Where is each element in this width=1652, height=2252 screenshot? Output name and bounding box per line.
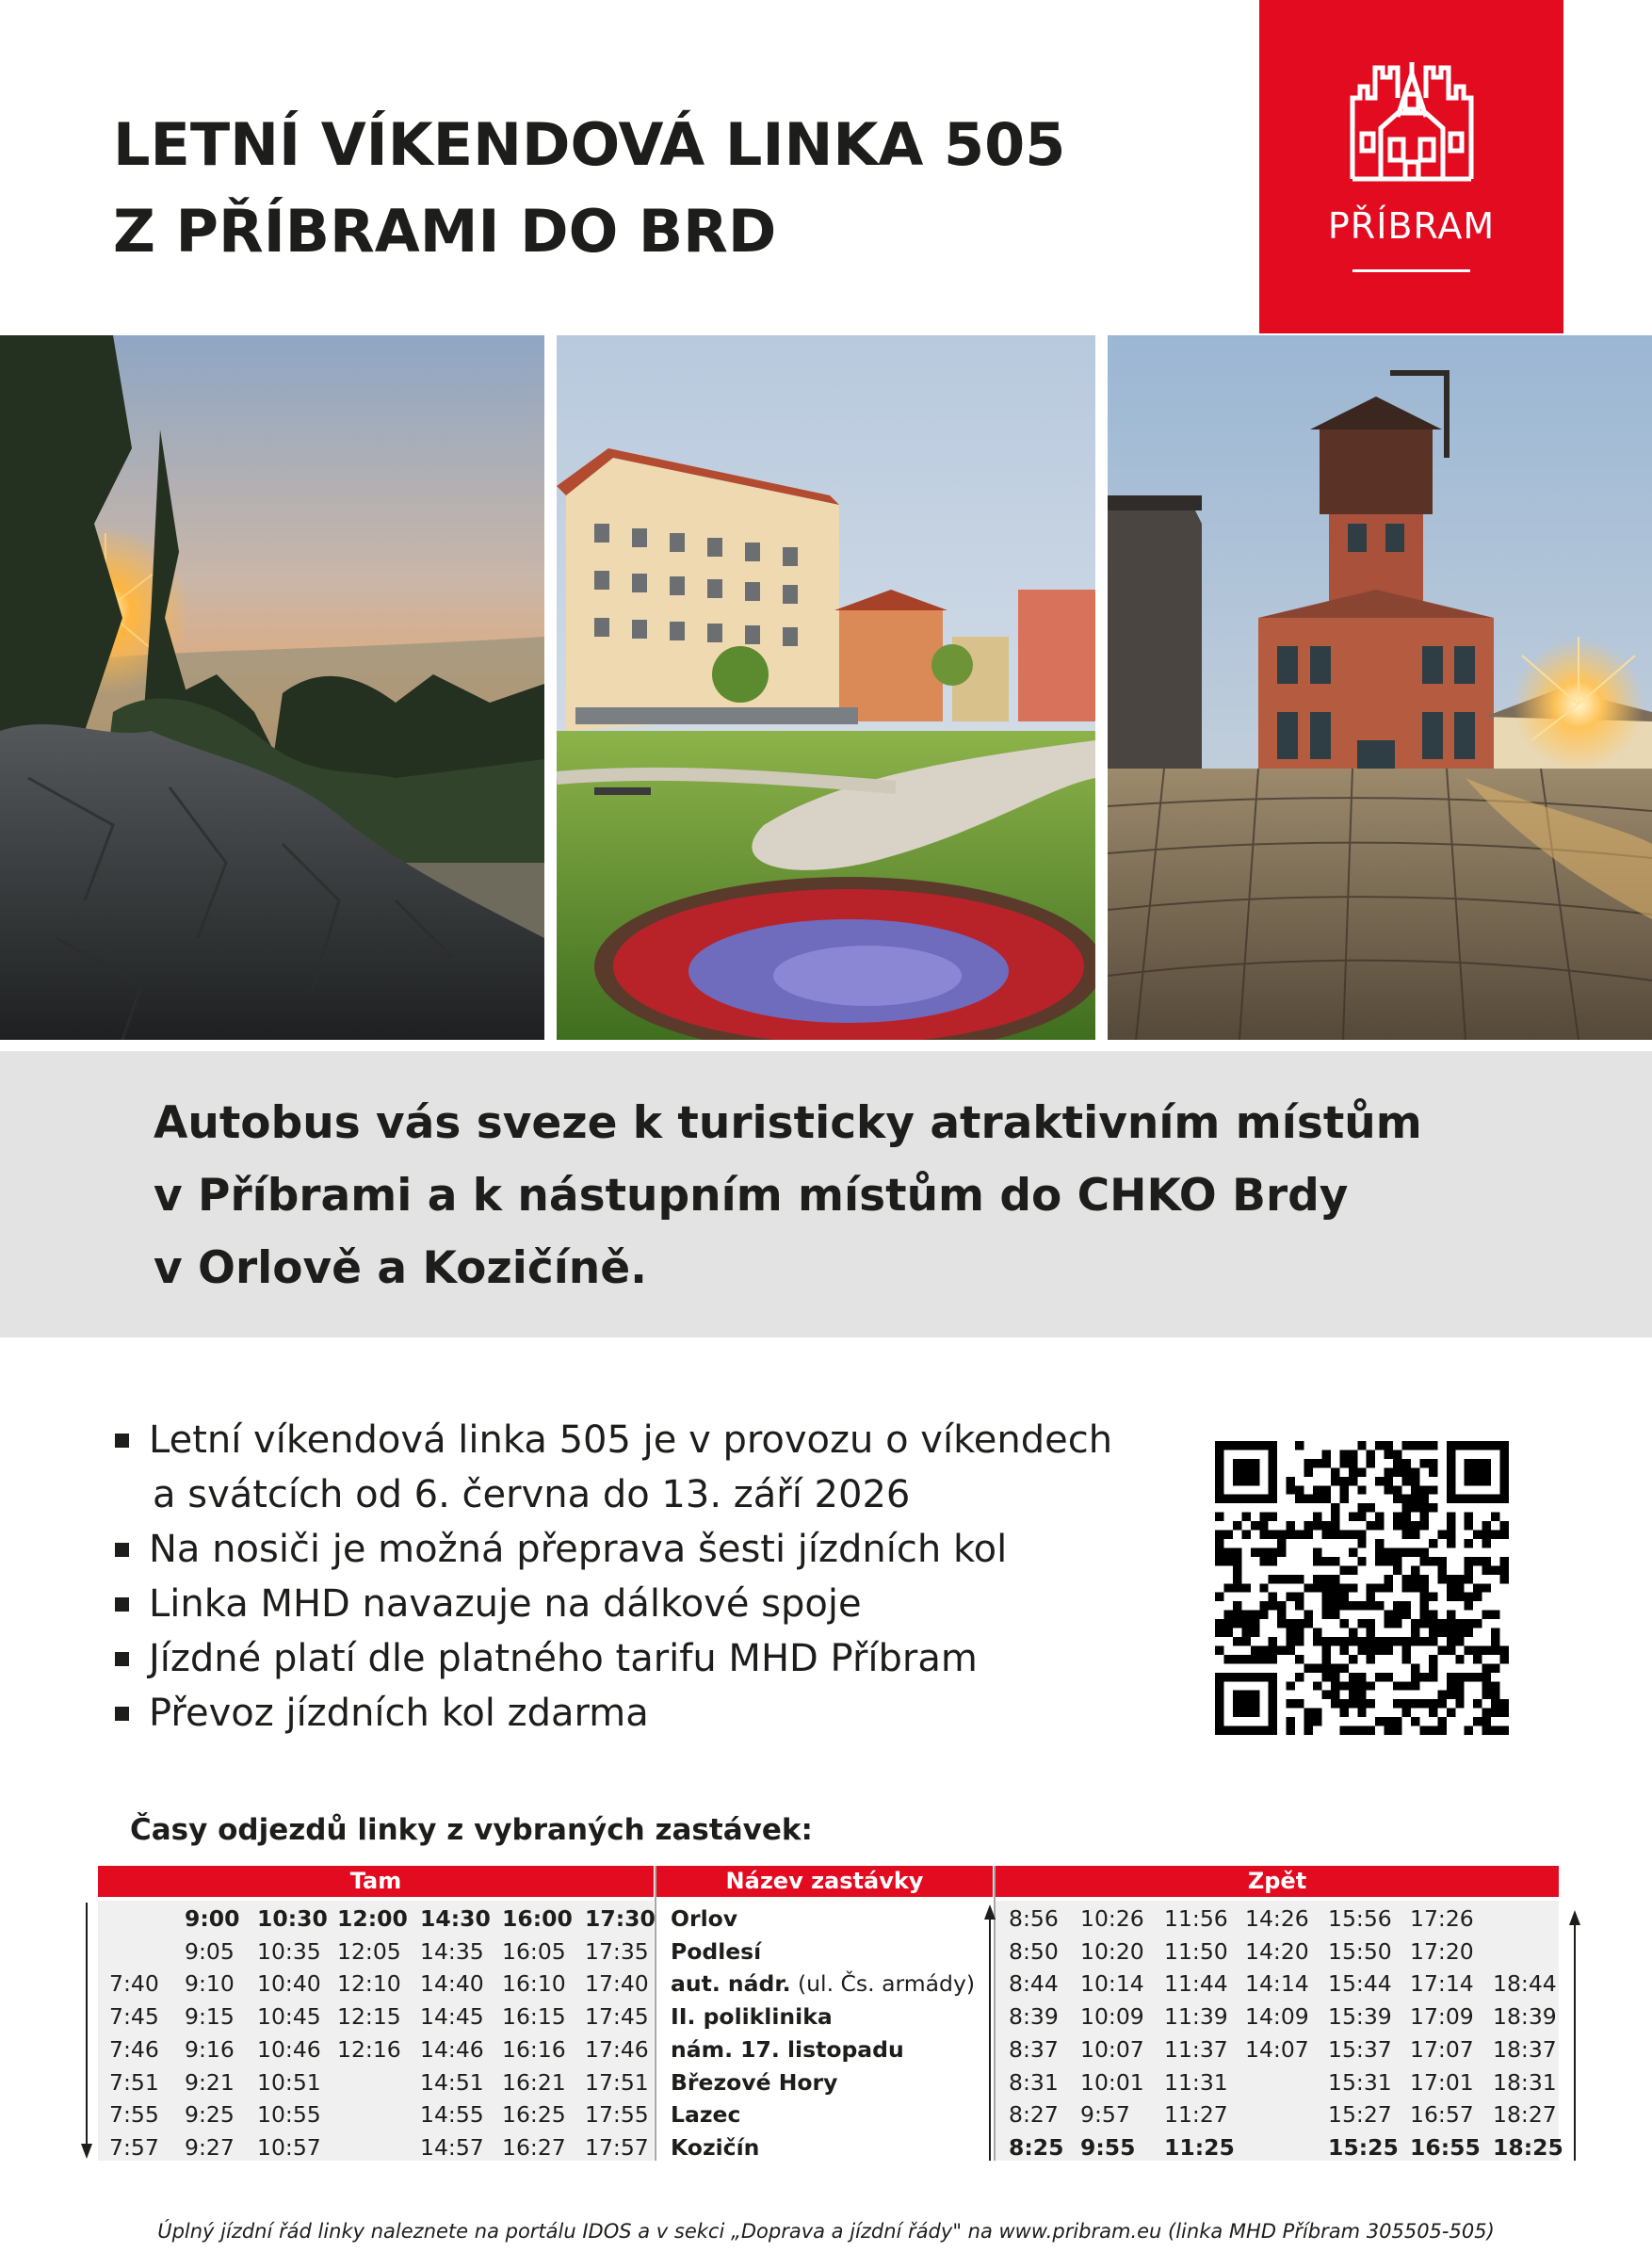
table-row <box>0 2066 1652 2099</box>
title-line-2: Z PŘÍBRAMI DO BRD <box>113 197 777 266</box>
tam-time: 10:45 <box>257 2003 321 2031</box>
zpet-time: 18:44 <box>1493 1970 1557 1998</box>
tam-time: 9:10 <box>185 1970 235 1998</box>
zpet-time: 11:27 <box>1164 2101 1228 2129</box>
stop-name-label: Kozičín <box>671 2133 760 2161</box>
up-arrow-icon <box>1567 1908 1582 2161</box>
tam-time: 10:57 <box>257 2133 321 2161</box>
timetable-heading: Časy odjezdů linky z vybraných zastávek: <box>130 1813 813 1847</box>
tam-time: 14:46 <box>420 2035 484 2063</box>
title-line-1: LETNÍ VÍKENDOVÁ LINKA 505 <box>113 110 1066 179</box>
stop-name <box>671 2033 904 2066</box>
header-zpet <box>996 1866 1559 1897</box>
header-zpet-label: Zpět <box>1247 1868 1307 1894</box>
tam-time: 7:55 <box>109 2101 159 2129</box>
zpet-time: 18:37 <box>1493 2035 1557 2063</box>
table-row <box>0 2033 1652 2066</box>
zpet-time: 8:27 <box>1009 2101 1059 2129</box>
logo-text: PŘÍBRAM <box>1327 205 1496 247</box>
table-row <box>0 2131 1652 2164</box>
footer-note: Úplný jízdní řád linky naleznete na portálu IDOS a v sekci „Doprava a jízdní řády" na www.pribram.eu (linka MHD Příbram 305505-505) <box>157 2220 1495 2243</box>
up-arrow-icon <box>982 1903 997 2161</box>
pribram-logo <box>1259 0 1563 333</box>
stop-name-label: Orlov <box>671 1905 738 1932</box>
logo-underline <box>1352 269 1470 272</box>
tam-time: 14:51 <box>420 2068 484 2096</box>
zpet-time: 14:20 <box>1245 1937 1309 1965</box>
tam-time: 14:35 <box>420 1937 484 1965</box>
tam-time: 9:21 <box>185 2068 235 2096</box>
tam-time: 14:57 <box>420 2133 484 2161</box>
qr-code-icon[interactable] <box>1215 1441 1509 1735</box>
zpet-time: 16:57 <box>1410 2101 1474 2129</box>
zpet-time: 14:07 <box>1245 2035 1309 2063</box>
stop-name-label: II. poliklinika <box>671 2003 833 2031</box>
zpet-time: 14:09 <box>1245 2003 1309 2031</box>
tam-time: 12:05 <box>337 1937 401 1965</box>
table-row <box>0 2098 1652 2131</box>
stop-name-label: Březové Hory <box>671 2068 838 2096</box>
stop-name-label: nám. 17. listopadu <box>671 2035 904 2063</box>
bullet-bikes-carrier: Na nosiči je možná přeprava šesti jízdních kol <box>111 1522 1204 1577</box>
zpet-time: 17:07 <box>1410 2035 1474 2063</box>
tam-time: 16:25 <box>502 2101 566 2129</box>
zpet-time: 10:09 <box>1080 2003 1144 2031</box>
zpet-time: 18:39 <box>1493 2003 1557 2031</box>
zpet-time: 15:50 <box>1328 1937 1392 1965</box>
banner-line-1: Autobus vás sveze k turisticky atraktivním místům <box>154 1097 1422 1149</box>
photo-town-park <box>557 335 1095 1040</box>
zpet-time: 17:26 <box>1410 1905 1474 1932</box>
header-tam-label: Tam <box>349 1868 402 1894</box>
tam-time: 16:21 <box>502 2068 566 2096</box>
down-arrow-icon <box>79 1903 94 2161</box>
tam-time: 7:57 <box>109 2133 159 2161</box>
tam-time: 17:45 <box>585 2003 649 2031</box>
tam-time: 7:46 <box>109 2035 159 2063</box>
tam-time: 10:30 <box>257 1905 328 1932</box>
zpet-time: 8:37 <box>1009 2035 1059 2063</box>
bullet-operation-cont: a svátcích od 6. června do 13. září 2026 <box>153 1473 911 1516</box>
stop-note: (ul. Čs. armády) <box>790 1970 976 1998</box>
zpet-time: 15:39 <box>1328 2003 1392 2031</box>
banner-line-3: v Orlově a Kozičíně. <box>154 1242 647 1294</box>
stop-name <box>671 2001 833 2033</box>
info-banner <box>0 1051 1652 1337</box>
zpet-time: 17:14 <box>1410 1970 1474 1998</box>
table-row <box>0 1968 1652 2001</box>
zpet-time: 11:25 <box>1164 2133 1235 2161</box>
banner-line-2: v Příbrami a k nástupním místům do CHKO Brdy <box>154 1170 1349 1222</box>
tam-time: 16:27 <box>502 2133 566 2161</box>
zpet-time: 15:37 <box>1328 2035 1392 2063</box>
tam-time: 17:55 <box>585 2101 649 2129</box>
zpet-time: 10:01 <box>1080 2068 1144 2096</box>
feature-list <box>111 1413 1204 1741</box>
table-row <box>0 2001 1652 2033</box>
zpet-time: 11:39 <box>1164 2003 1228 2031</box>
tam-time: 17:46 <box>585 2035 649 2063</box>
zpet-time: 16:55 <box>1410 2133 1481 2161</box>
tam-time: 16:00 <box>502 1905 573 1932</box>
stop-name <box>671 1903 737 1936</box>
tam-time: 12:16 <box>337 2035 401 2063</box>
tam-time: 12:10 <box>337 1970 401 1998</box>
zpet-time: 9:55 <box>1080 2133 1136 2161</box>
tam-time: 14:30 <box>420 1905 491 1932</box>
header-stop-label: Název zastávky <box>725 1868 924 1894</box>
zpet-time: 11:37 <box>1164 2035 1228 2063</box>
tam-time: 7:40 <box>109 1970 159 1998</box>
zpet-time: 11:31 <box>1164 2068 1228 2096</box>
tam-time: 9:27 <box>185 2133 235 2161</box>
stop-name <box>671 1968 975 2001</box>
tam-time: 9:15 <box>185 2003 235 2031</box>
tam-time: 17:57 <box>585 2133 649 2161</box>
tam-time: 17:40 <box>585 1970 649 1998</box>
tam-time: 16:16 <box>502 2035 566 2063</box>
zpet-time: 10:26 <box>1080 1905 1144 1932</box>
stop-name <box>671 2098 740 2131</box>
page-title <box>113 102 1196 275</box>
church-castle-icon <box>1349 60 1475 183</box>
zpet-time: 9:57 <box>1080 2101 1130 2129</box>
zpet-time: 11:44 <box>1164 1970 1228 1998</box>
zpet-time: 17:20 <box>1410 1937 1474 1965</box>
tam-time: 17:35 <box>585 1937 649 1965</box>
tam-time: 9:25 <box>185 2101 235 2129</box>
zpet-time: 17:09 <box>1410 2003 1474 2031</box>
tam-time: 10:46 <box>257 2035 321 2063</box>
zpet-time: 14:26 <box>1245 1905 1309 1932</box>
tam-time: 10:55 <box>257 2101 321 2129</box>
tam-time: 16:15 <box>502 2003 566 2031</box>
tam-time: 9:05 <box>185 1937 235 1965</box>
zpet-time: 10:20 <box>1080 1937 1144 1965</box>
tam-time: 17:51 <box>585 2068 649 2096</box>
stop-name-label: Lazec <box>671 2101 741 2129</box>
zpet-time: 10:14 <box>1080 1970 1144 1998</box>
tam-time: 16:05 <box>502 1937 566 1965</box>
zpet-time: 18:25 <box>1493 2133 1563 2161</box>
tam-time: 7:51 <box>109 2068 159 2096</box>
bullet-fare: Jízdné platí dle platného tarifu MHD Příbram <box>111 1631 1204 1686</box>
zpet-time: 18:31 <box>1493 2068 1557 2096</box>
zpet-time: 8:25 <box>1009 2133 1064 2161</box>
zpet-time: 8:39 <box>1009 2003 1059 2031</box>
zpet-time: 8:31 <box>1009 2068 1059 2096</box>
table-row <box>0 1903 1652 1936</box>
bullet-operation: Letní víkendová linka 505 je v provozu o víkendech <box>111 1413 1204 1467</box>
tam-time: 14:40 <box>420 1970 484 1998</box>
photo-mine-tower <box>1108 335 1652 1040</box>
bullet-free-bikes: Převoz jízdních kol zdarma <box>111 1686 1204 1741</box>
tam-time: 16:10 <box>502 1970 566 1998</box>
zpet-time: 15:27 <box>1328 2101 1392 2129</box>
tam-time: 7:45 <box>109 2003 159 2031</box>
zpet-time: 11:50 <box>1164 1937 1228 1965</box>
stop-name <box>671 1936 761 1968</box>
tam-time: 12:15 <box>337 2003 401 2031</box>
zpet-time: 15:25 <box>1328 2133 1399 2161</box>
stop-name-label: Podlesí <box>671 1937 762 1965</box>
tam-time: 10:40 <box>257 1970 321 1998</box>
header-tam <box>98 1866 654 1897</box>
stop-name-label: aut. nádr. <box>671 1970 791 1998</box>
tam-time: 9:00 <box>185 1905 240 1932</box>
bullet-connections: Linka MHD navazuje na dálkové spoje <box>111 1577 1204 1631</box>
zpet-time: 15:44 <box>1328 1970 1392 1998</box>
table-row <box>0 1936 1652 1968</box>
tam-time: 14:45 <box>420 2003 484 2031</box>
tam-time: 10:51 <box>257 2068 321 2096</box>
zpet-time: 8:56 <box>1009 1905 1059 1932</box>
zpet-time: 10:07 <box>1080 2035 1144 2063</box>
tam-time: 14:55 <box>420 2101 484 2129</box>
tam-time: 17:30 <box>585 1905 656 1932</box>
zpet-time: 15:31 <box>1328 2068 1392 2096</box>
stop-name <box>671 2131 759 2164</box>
photo-sunset-forest <box>0 335 544 1040</box>
zpet-time: 17:01 <box>1410 2068 1474 2096</box>
stop-name <box>671 2066 837 2099</box>
zpet-time: 15:56 <box>1328 1905 1392 1932</box>
tam-time: 9:16 <box>185 2035 235 2063</box>
tam-time: 12:00 <box>337 1905 408 1932</box>
zpet-time: 8:44 <box>1009 1970 1059 1998</box>
zpet-time: 11:56 <box>1164 1905 1228 1932</box>
zpet-time: 18:27 <box>1493 2101 1557 2129</box>
zpet-time: 8:50 <box>1009 1937 1059 1965</box>
header-stop <box>656 1866 993 1897</box>
tam-time: 10:35 <box>257 1937 321 1965</box>
zpet-time: 14:14 <box>1245 1970 1309 1998</box>
